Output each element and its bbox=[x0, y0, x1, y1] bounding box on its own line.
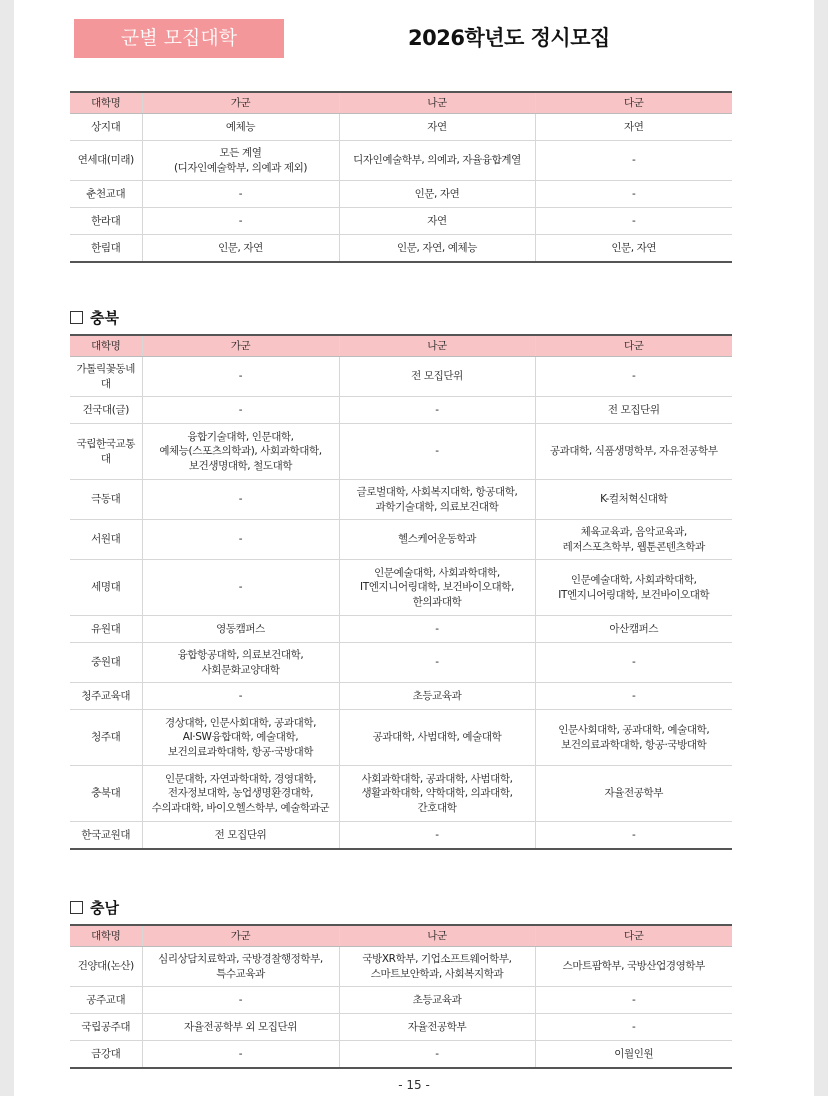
cell-text-line: - bbox=[632, 656, 636, 669]
cell-group-da bbox=[535, 397, 732, 424]
cell-text-line: 융합기술대학, 인문대학, bbox=[187, 430, 294, 443]
cell-university bbox=[70, 235, 142, 262]
cell-group-da bbox=[535, 643, 732, 683]
cell-text-line: 대 bbox=[100, 377, 111, 390]
column-header-group-ga: 가군 bbox=[142, 925, 339, 947]
cell-text-line: 전자정보대학, 농업생명환경대학, bbox=[167, 787, 314, 800]
table-row bbox=[70, 424, 732, 480]
cell-text-line: 인문, 자연, 예체능 bbox=[397, 241, 477, 254]
table-row bbox=[70, 987, 732, 1014]
cell-group-na bbox=[339, 987, 535, 1014]
cell-group-da bbox=[535, 616, 732, 643]
cell-group-da bbox=[535, 683, 732, 710]
cell-text-line: - bbox=[632, 993, 636, 1006]
cell-group-na bbox=[339, 114, 535, 141]
table-row bbox=[70, 1041, 732, 1068]
cell-text-line: - bbox=[238, 187, 243, 200]
cell-group-ga bbox=[142, 480, 339, 520]
cell-text-line: - bbox=[238, 403, 243, 416]
table-row bbox=[70, 235, 732, 262]
section-title-label: 충북 bbox=[90, 309, 119, 327]
cell-text-line: 자율전공학부 bbox=[604, 787, 663, 800]
cell-text-line: 헬스케어운동학과 bbox=[398, 533, 476, 546]
cell-group-ga bbox=[142, 987, 339, 1014]
cell-group-da bbox=[535, 181, 732, 208]
cell-group-na bbox=[339, 181, 535, 208]
cell-text-line: - bbox=[632, 1020, 636, 1033]
cell-group-da bbox=[535, 357, 732, 397]
cell-group-da bbox=[535, 560, 732, 616]
table-row bbox=[70, 710, 732, 766]
cell-text-line: 예체능(스포츠의학과), 사회과학대학, bbox=[159, 445, 322, 458]
cell-text-line: 수의과대학, 바이오헬스학부, 예술학과군 bbox=[151, 801, 330, 814]
table-row bbox=[70, 616, 732, 643]
cell-text-line: - bbox=[435, 828, 439, 841]
cell-text-line: - bbox=[238, 581, 243, 594]
cell-group-na bbox=[339, 235, 535, 262]
cell-text-line: 한국교원대 bbox=[81, 828, 131, 841]
cell-university bbox=[70, 822, 142, 849]
cell-group-ga bbox=[142, 424, 339, 480]
cell-group-ga bbox=[142, 560, 339, 616]
cell-text-line: 디자인예술학부, 의예과, 자율융합계열 bbox=[353, 154, 521, 167]
cell-text-line: - bbox=[435, 445, 439, 458]
cell-group-na bbox=[339, 766, 535, 822]
cell-university bbox=[70, 424, 142, 480]
cell-text-line: 대 bbox=[100, 452, 111, 465]
cell-university bbox=[70, 1014, 142, 1041]
cell-text-line: 레저스포츠학부, 웹툰콘텐츠학과 bbox=[562, 540, 705, 553]
cell-group-ga bbox=[142, 683, 339, 710]
cell-text-line: 자율전공학부 bbox=[407, 1020, 467, 1033]
cell-text-line: 경상대학, 인문사회대학, 공과대학, bbox=[164, 716, 317, 729]
cell-text-line: 보건생명대학, 철도대학 bbox=[188, 459, 293, 472]
cell-text-line: 국방XR학부, 기업소프트웨어학부, bbox=[362, 953, 512, 965]
cell-group-ga bbox=[142, 181, 339, 208]
cell-group-ga bbox=[142, 235, 339, 262]
cell-text-line: 전 모집단위 bbox=[214, 828, 267, 841]
cell-group-ga bbox=[142, 766, 339, 822]
cell-text-line: 스마트보안학과, 사회복지학과 bbox=[370, 967, 504, 980]
cell-group-na bbox=[339, 616, 535, 643]
table-row bbox=[70, 208, 732, 235]
cell-group-ga bbox=[142, 710, 339, 766]
cell-group-da bbox=[535, 710, 732, 766]
cell-text-line: 인문, 자연 bbox=[611, 241, 657, 254]
cell-group-da bbox=[535, 1014, 732, 1041]
cell-text-line: 극동대 bbox=[91, 493, 121, 506]
column-header-group-na: 나군 bbox=[339, 92, 535, 114]
cell-text-line: - bbox=[632, 689, 636, 702]
cell-text-line: 한림대 bbox=[91, 241, 121, 254]
cell-text-line: - bbox=[238, 493, 243, 506]
cell-group-ga bbox=[142, 141, 339, 181]
cell-text-line: 자율전공학부 외 모집단위 bbox=[183, 1020, 298, 1033]
cell-text-line: 한의과대학 bbox=[412, 595, 462, 608]
cell-group-na bbox=[339, 643, 535, 683]
admissions-table-chungnam bbox=[70, 924, 732, 1069]
cell-text-line: - bbox=[238, 533, 243, 546]
cell-group-na bbox=[339, 357, 535, 397]
cell-university bbox=[70, 1041, 142, 1068]
cell-text-line: - bbox=[238, 370, 243, 383]
cell-text-line: 모든 계열 bbox=[219, 147, 262, 159]
cell-text-line: - bbox=[632, 187, 636, 200]
cell-group-na bbox=[339, 208, 535, 235]
checkbox-square-icon bbox=[70, 901, 83, 914]
section-title-label: 충남 bbox=[90, 899, 119, 917]
cell-text-line: 공과대학, 식품생명학부, 자유전공학부 bbox=[549, 445, 718, 458]
cell-group-na bbox=[339, 683, 535, 710]
cell-text-line: - bbox=[238, 993, 243, 1006]
cell-text-line: 공주교대 bbox=[86, 993, 126, 1006]
table-row bbox=[70, 141, 732, 181]
table-header-row bbox=[70, 925, 732, 947]
cell-text-line: 한라대 bbox=[91, 214, 121, 227]
cell-text-line: 보건의료과학대학, 항공·국방대학 bbox=[561, 738, 707, 751]
cell-university bbox=[70, 181, 142, 208]
cell-text-line: 융합항공대학, 의료보건대학, bbox=[177, 649, 304, 661]
cell-text-line: - bbox=[435, 1047, 439, 1060]
cell-university bbox=[70, 710, 142, 766]
column-header-group-ga: 가군 bbox=[142, 92, 339, 114]
cell-group-ga bbox=[142, 1014, 339, 1041]
cell-text-line: K-컬처혁신대학 bbox=[600, 493, 668, 506]
cell-text-line: 건양대(논산) bbox=[77, 960, 134, 973]
cell-university bbox=[70, 947, 142, 987]
table-row bbox=[70, 397, 732, 424]
cell-group-da bbox=[535, 424, 732, 480]
page-number: - 15 - bbox=[398, 1078, 430, 1092]
column-header-university: 대학명 bbox=[70, 92, 142, 114]
cell-text-line: 공과대학, 사범대학, 예술대학 bbox=[372, 731, 502, 744]
table-row bbox=[70, 822, 732, 849]
cell-text-line: - bbox=[238, 689, 243, 702]
table-row bbox=[70, 560, 732, 616]
table-row bbox=[70, 766, 732, 822]
cell-text-line: 청주대 bbox=[91, 731, 121, 744]
cell-text-line: 영동캠퍼스 bbox=[216, 622, 265, 635]
column-header-group-ga: 가군 bbox=[142, 335, 339, 357]
cell-text-line: - bbox=[632, 154, 636, 167]
cell-text-line: 청주교육대 bbox=[81, 689, 131, 702]
cell-group-na bbox=[339, 141, 535, 181]
cell-text-line: 세명대 bbox=[91, 581, 121, 594]
cell-group-na bbox=[339, 947, 535, 987]
table-row bbox=[70, 1014, 732, 1041]
cell-text-line: 연세대(미래) bbox=[77, 154, 134, 167]
table-header-row bbox=[70, 92, 732, 114]
admissions-table-chungbuk bbox=[70, 334, 732, 850]
cell-text-line: 보건의료과학대학, 항공·국방대학 bbox=[167, 745, 314, 758]
cell-text-line: 글로벌대학, 사회복지대학, 항공대학, bbox=[356, 486, 518, 498]
cell-text-line: 전 모집단위 bbox=[411, 370, 463, 383]
cell-group-ga bbox=[142, 397, 339, 424]
column-header-group-da: 다군 bbox=[535, 925, 732, 947]
table-row bbox=[70, 181, 732, 208]
cell-text-line: 국립한국교통 bbox=[76, 438, 135, 450]
cell-text-line: 초등교육과 bbox=[412, 993, 462, 1006]
cell-group-na bbox=[339, 560, 535, 616]
cell-text-line: 사회문화교양대학 bbox=[201, 663, 280, 676]
table-row bbox=[70, 643, 732, 683]
cell-text-line: 간호대학 bbox=[417, 801, 457, 814]
cell-university bbox=[70, 208, 142, 235]
cell-text-line: 춘천교대 bbox=[86, 187, 126, 200]
cell-text-line: IT엔지니어링대학, 보건바이오대학, bbox=[360, 581, 514, 594]
cell-group-da bbox=[535, 208, 732, 235]
cell-group-na bbox=[339, 397, 535, 424]
cell-university bbox=[70, 766, 142, 822]
cell-university bbox=[70, 520, 142, 560]
table-row bbox=[70, 480, 732, 520]
cell-group-na bbox=[339, 480, 535, 520]
cell-university bbox=[70, 357, 142, 397]
cell-text-line: 서원대 bbox=[91, 533, 121, 546]
cell-text-line: 예체능 bbox=[225, 120, 256, 133]
cell-group-na bbox=[339, 424, 535, 480]
cell-text-line: 생활과학대학, 약학대학, 의과대학, bbox=[361, 787, 513, 800]
cell-text-line: - bbox=[435, 403, 439, 416]
page-title: 2026학년도 정시모집 bbox=[408, 26, 610, 50]
cell-text-line: 유원대 bbox=[91, 622, 121, 635]
table-row bbox=[70, 357, 732, 397]
cell-group-da bbox=[535, 114, 732, 141]
checkbox-square-icon bbox=[70, 311, 83, 324]
cell-text-line: 사회과학대학, 공과대학, 사범대학, bbox=[361, 772, 513, 785]
section-title-chungnam bbox=[70, 898, 119, 918]
cell-group-ga bbox=[142, 208, 339, 235]
table-header-row bbox=[70, 335, 732, 357]
cell-text-line: - bbox=[238, 1047, 243, 1060]
cell-text-line: 인문, 자연 bbox=[414, 187, 460, 200]
cell-text-line: 심리상담치료학과, 국방경찰행정학부, bbox=[158, 953, 323, 965]
table-row bbox=[70, 520, 732, 560]
cell-text-line: AI·SW융합대학, 예술대학, bbox=[182, 731, 299, 744]
cell-group-na bbox=[339, 710, 535, 766]
cell-group-ga bbox=[142, 1041, 339, 1068]
cell-text-line: 자연 bbox=[624, 120, 644, 133]
cell-text-line: 자연 bbox=[427, 120, 447, 133]
cell-text-line: 상지대 bbox=[91, 120, 121, 133]
cell-group-na bbox=[339, 1014, 535, 1041]
cell-text-line: 인문예술대학, 사회과학대학, bbox=[570, 574, 697, 586]
column-header-group-na: 나군 bbox=[339, 335, 535, 357]
cell-text-line: 특수교육과 bbox=[216, 967, 265, 980]
cell-text-line: 국립공주대 bbox=[81, 1020, 131, 1033]
cell-text-line: - bbox=[632, 370, 636, 383]
cell-text-line: 충북대 bbox=[91, 787, 121, 800]
cell-text-line: 이월인원 bbox=[614, 1047, 654, 1060]
cell-text-line: 가톨릭꽃동네 bbox=[76, 363, 135, 375]
cell-text-line: 인문사회대학, 공과대학, 예술대학, bbox=[558, 724, 710, 736]
cell-text-line: 스마트팜학부, 국방산업경영학부 bbox=[562, 960, 705, 973]
column-header-university: 대학명 bbox=[70, 925, 142, 947]
table-row bbox=[70, 683, 732, 710]
cell-university bbox=[70, 560, 142, 616]
cell-group-da bbox=[535, 520, 732, 560]
cell-group-da bbox=[535, 235, 732, 262]
cell-text-line: 초등교육과 bbox=[412, 689, 462, 702]
cell-group-da bbox=[535, 141, 732, 181]
cell-text-line: 체육교육과, 음악교육과, bbox=[580, 526, 687, 538]
cell-university bbox=[70, 114, 142, 141]
cell-university bbox=[70, 643, 142, 683]
cell-text-line: 건국대(글) bbox=[82, 403, 129, 416]
cell-text-line: 아산캠퍼스 bbox=[609, 622, 659, 635]
cell-group-da bbox=[535, 947, 732, 987]
cell-group-da bbox=[535, 1041, 732, 1068]
cell-university bbox=[70, 141, 142, 181]
column-header-group-da: 다군 bbox=[535, 92, 732, 114]
cell-text-line: 인문, 자연 bbox=[218, 241, 263, 254]
cell-text-line: 인문대학, 자연과학대학, 경영대학, bbox=[164, 772, 317, 785]
table-row bbox=[70, 947, 732, 987]
category-tag: 군별 모집대학 bbox=[74, 19, 284, 58]
cell-text-line: 전 모집단위 bbox=[607, 403, 660, 416]
cell-text-line: - bbox=[632, 828, 636, 841]
column-header-group-na: 나군 bbox=[339, 925, 535, 947]
column-header-group-da: 다군 bbox=[535, 335, 732, 357]
cell-group-da bbox=[535, 480, 732, 520]
cell-university bbox=[70, 616, 142, 643]
cell-text-line: - bbox=[238, 214, 243, 227]
cell-group-ga bbox=[142, 357, 339, 397]
cell-group-da bbox=[535, 987, 732, 1014]
cell-university bbox=[70, 683, 142, 710]
cell-group-ga bbox=[142, 616, 339, 643]
cell-group-ga bbox=[142, 947, 339, 987]
cell-group-da bbox=[535, 822, 732, 849]
cell-group-ga bbox=[142, 643, 339, 683]
cell-text-line: (디자인예술학부, 의예과 제외) bbox=[173, 161, 308, 174]
cell-text-line: - bbox=[435, 656, 439, 669]
cell-group-da bbox=[535, 766, 732, 822]
table-row bbox=[70, 114, 732, 141]
cell-university bbox=[70, 480, 142, 520]
cell-group-ga bbox=[142, 114, 339, 141]
cell-text-line: 중원대 bbox=[91, 656, 121, 669]
cell-university bbox=[70, 987, 142, 1014]
cell-group-na bbox=[339, 1041, 535, 1068]
cell-text-line: 인문예술대학, 사회과학대학, bbox=[374, 566, 500, 579]
cell-text-line: - bbox=[632, 214, 636, 227]
cell-text-line: - bbox=[435, 622, 439, 635]
section-title-chungbuk bbox=[70, 308, 119, 328]
cell-group-na bbox=[339, 822, 535, 849]
cell-group-ga bbox=[142, 822, 339, 849]
cell-text-line: 과학기술대학, 의료보건대학 bbox=[375, 500, 499, 513]
column-header-university: 대학명 bbox=[70, 335, 142, 357]
cell-group-na bbox=[339, 520, 535, 560]
cell-text-line: 금강대 bbox=[91, 1047, 121, 1060]
cell-group-ga bbox=[142, 520, 339, 560]
cell-text-line: 자연 bbox=[427, 214, 447, 227]
cell-text-line: IT엔지니어링대학, 보건바이오대학 bbox=[558, 588, 710, 601]
admissions-table-gangwon bbox=[70, 91, 732, 263]
cell-university bbox=[70, 397, 142, 424]
